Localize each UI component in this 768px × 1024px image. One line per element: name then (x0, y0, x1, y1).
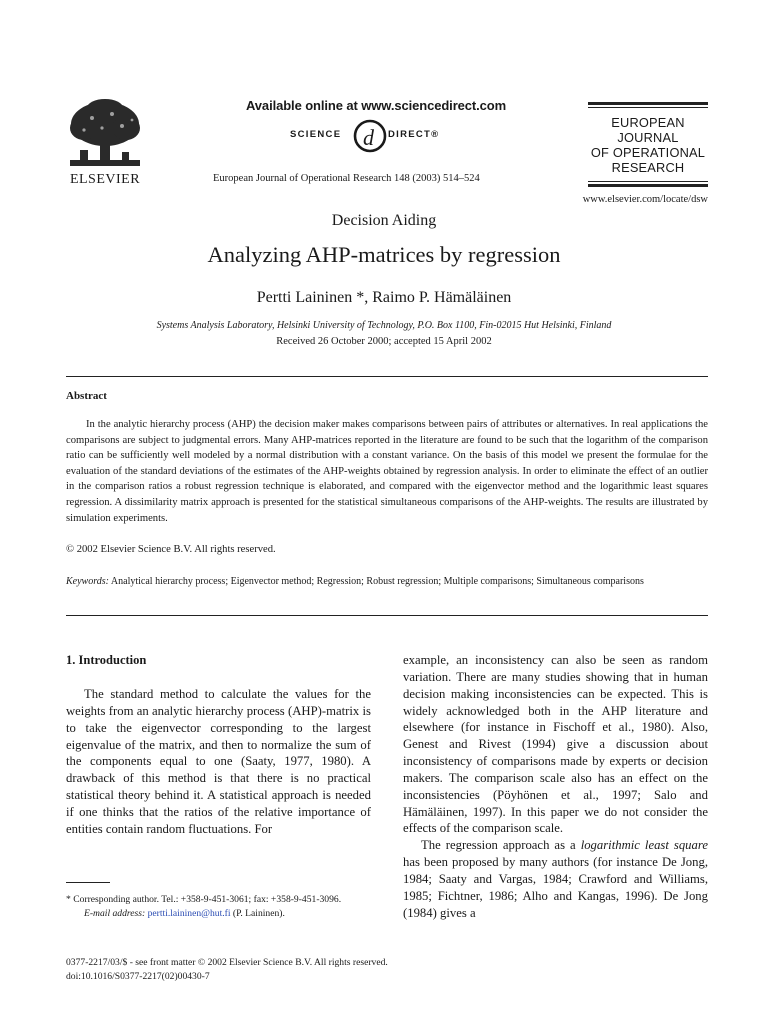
body-text: has been proposed by many authors (for instance De Jong, 1984; Saaty and Vargas, 1984; Crawford and Williams, 1985; Fichtner, 1986; Alho and Kangas, 1996). De Jong (1984) gives a (403, 855, 708, 920)
masthead-rule-bottom-thin (588, 181, 708, 182)
masthead-rule-top (588, 102, 708, 105)
section-heading: 1. Introduction (66, 653, 147, 667)
keywords (66, 575, 708, 590)
divider (66, 615, 708, 616)
publisher-name: ELSEVIER (69, 172, 141, 187)
issn-line: 0377-2217/03/$ - see front matter © 2002 Elsevier Science B.V. All rights reserved. (66, 957, 388, 968)
publication-info (66, 956, 388, 984)
sciencedirect-left-text: SCIENCE (290, 129, 342, 140)
keywords-list: Analytical hierarchy process; Eigenvector method; Regression; Robust regression; Multiple comparisons; Simultaneous comparisons (110, 576, 644, 587)
journal-name-line: OF OPERATIONAL (590, 145, 706, 160)
journal-name (588, 108, 708, 181)
sciencedirect-right-text: DIRECT® (388, 129, 440, 140)
sciencedirect-d-icon (352, 118, 388, 154)
journal-masthead (588, 102, 708, 187)
article-authors: Pertti Laininen *, Raimo P. Hämäläinen (256, 289, 512, 306)
sciencedirect-logo (290, 118, 460, 154)
right-column (403, 652, 708, 922)
footnote (66, 893, 371, 920)
journal-name-line: EUROPEAN (611, 115, 685, 130)
keywords-label: Keywords: (66, 576, 109, 587)
emphasis-text: logarithmic least square (580, 838, 708, 853)
body-text: The regression approach as a (421, 838, 581, 853)
email-suffix: (P. Laininen). (232, 907, 285, 919)
journal-url-link[interactable]: www.elsevier.com/locate/dsw (582, 194, 708, 205)
abstract-text: In the analytic hierarchy process (AHP) the decision maker makes comparisons between pairs of attributes or alternatives. In real applications the comparisons are subject to judgmental errors. Many AHP-matrices reported in the literature are found to be such that the logarithm of the comparison ratio can be sufficiently well modeled by a normal distribution with a constant variance. On the basis of this model we present the formulae for the evaluation of the standard deviations of the estimates of the AHP-weights obtained by regression analysis. In order to eliminate the effect of an outlier in the comparison ratios a robust regression technique is elaborated, and compared with the eigenvector method and the logarithmic least squares regression. A dissimilarity matrix approach is presented for the statistical simultaneous comparisons of the AHP-weights. The results are illustrated by simulation experiments. (66, 419, 708, 524)
masthead-rule-bottom (588, 184, 708, 187)
divider (66, 376, 708, 377)
email-label: E-mail address: (84, 907, 146, 919)
journal-name-line: JOURNAL (617, 130, 679, 145)
footnote-rule (66, 882, 110, 883)
journal-name-line: RESEARCH (611, 160, 685, 175)
journal-citation: European Journal of Operational Research 148 (2003) 514–524 (213, 173, 480, 184)
email-link[interactable]: pertti.laininen@hut.fi (147, 907, 231, 919)
available-online-text: Available online at www.sciencedirect.com (246, 98, 507, 113)
copyright-notice: © 2002 Elsevier Science B.V. All rights reserved. (66, 544, 276, 555)
corresponding-author-note: * Corresponding author. Tel.: +358-9-451-3061; fax: +358-9-451-3096. (66, 894, 342, 905)
abstract-heading: Abstract (66, 390, 107, 402)
received-dates: Received 26 October 2000; accepted 15 April 2002 (276, 336, 492, 347)
body-paragraph (403, 837, 708, 921)
body-paragraph: The standard method to calculate the values for the weights from an analytic hierarchy process (AHP)-matrix is to take the eigenvector corresponding to the largest eigenvalue of the matrix, and then to normalize the sum of the components equal to one (Saaty, 1977, 1980). A drawback of this method is that there is no practical statistical theory behind it. A statistical approach is needed if one thinks that the ratios of the relative importance of entities contain random fluctuations. For (66, 687, 371, 836)
email-line (66, 907, 371, 921)
article-title: Analyzing AHP-matrices by regression (207, 242, 561, 267)
svg-text:d: d (363, 125, 374, 150)
doi-line: doi:10.1016/S0377-2217(02)00430-7 (66, 970, 210, 982)
elsevier-logo (62, 98, 148, 188)
author-affiliation: Systems Analysis Laboratory, Helsinki University of Technology, P.O. Box 1100, Fin-02015 Hut Helsinki, Finland (156, 320, 612, 331)
body-paragraph: example, an inconsistency can also be seen as random variation. There are many studies showing that in human decision making inconsistencies can be expected. This is widely acknowledged both in the AHP literature and elsewhere (for instance in Fischoff et al., 1980). Also, Genest and Rivest (1994) give a discussion about inconsistency of comparisons made by experts or decision makers. The comparison scale also has an effect on the inconsistencies (Pöyhönen et al., 1997; Salo and Hämäläinen, 1997). In this paper we do not consider the effects of the comparison scale. (403, 653, 708, 836)
article-section-type: Decision Aiding (331, 212, 437, 229)
elsevier-tree-icon (62, 98, 148, 172)
